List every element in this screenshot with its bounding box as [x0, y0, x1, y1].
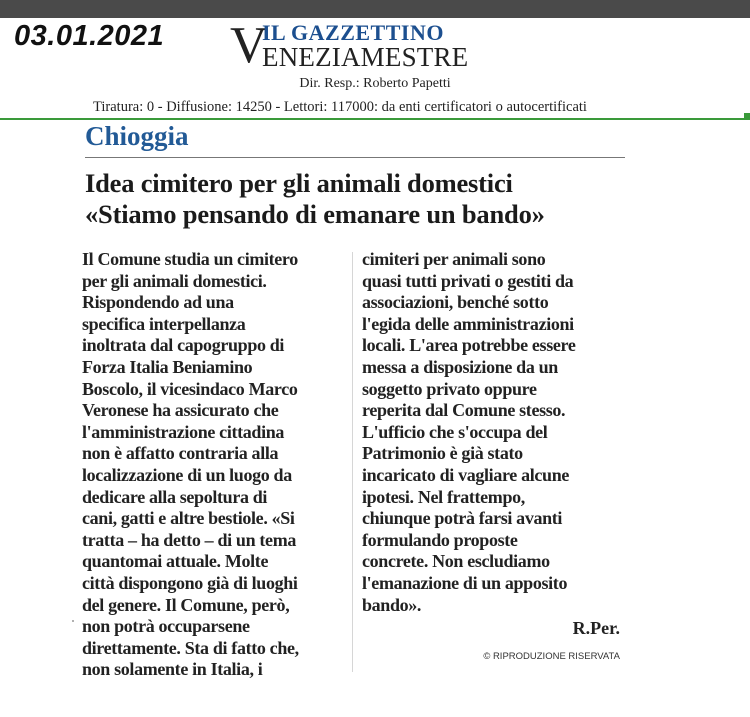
text-line: l'emanazione di un apposito — [362, 572, 568, 593]
text-line: non è affatto contraria alla — [82, 443, 279, 464]
text-line: non solamente in Italia, i — [82, 659, 263, 680]
copyright-notice: © RIPRODUZIONE RISERVATA — [483, 651, 620, 662]
masthead-edition: ENEZIAMESTRE — [262, 42, 469, 72]
text-line: per gli animali domestici. — [82, 270, 267, 291]
text-line: l'amministrazione cittadina — [82, 421, 285, 442]
text-line: soggetto privato oppure — [362, 378, 537, 399]
author-signature: R.Per. — [572, 618, 620, 638]
text-line: non potrà occuparsene — [82, 616, 250, 637]
newspaper-masthead — [230, 18, 510, 74]
text-line: cani, gatti e altre bestiole. «Si — [82, 508, 295, 529]
corner-mark — [744, 113, 750, 119]
article-column-right — [362, 249, 628, 616]
text-line: quantomai attuale. Molte — [82, 551, 269, 572]
text-line: formulando proposte — [362, 529, 518, 550]
text-line: incaricato di vagliare alcune — [362, 464, 569, 485]
text-line: messa a disposizione da un — [362, 356, 558, 377]
text-line: specifica interpellanza — [82, 313, 246, 334]
text-line: direttamente. Sta di fatto che, — [82, 637, 299, 658]
header-divider — [0, 118, 750, 120]
article-headline — [85, 168, 645, 230]
section-rule — [85, 157, 625, 158]
text-line: dedicare alla sepoltura di — [82, 486, 268, 507]
text-line: del genere. Il Comune, però, — [82, 594, 290, 615]
text-line: reperita dal Comune stesso. — [362, 400, 566, 421]
text-line: inoltrata dal capogruppo di — [82, 335, 285, 356]
headline-line: Idea cimitero per gli animali domestici — [85, 168, 513, 198]
text-line: Il Comune studia un cimitero — [82, 249, 298, 269]
print-speck — [72, 620, 74, 622]
text-line: Patrimonio è già stato — [362, 443, 523, 464]
text-line: bando». — [362, 594, 422, 615]
text-line: localizzazione di un luogo da — [82, 464, 292, 485]
text-line: Forza Italia Beniamino — [82, 356, 253, 377]
text-line: Rispondendo ad una — [82, 292, 234, 313]
circulation-line: Tiratura: 0 - Diffusione: 14250 - Lettori: 117000: da enti certificatori o autocertificati — [93, 99, 587, 115]
text-line: città dispongono già di luoghi — [82, 572, 298, 593]
masthead-title: IL GAZZETTINO — [262, 20, 444, 45]
top-bar — [0, 0, 750, 18]
clipping-date: 03.01.2021 — [14, 20, 165, 52]
text-line: L'ufficio che s'occupa del — [362, 421, 548, 442]
column-divider — [352, 252, 353, 672]
section-title: Chioggia — [85, 121, 189, 151]
text-line: locali. L'area potrebbe essere — [362, 335, 576, 356]
text-line: associazioni, benché sotto — [362, 292, 549, 313]
text-line: quasi tutti privati o gestiti da — [362, 270, 574, 291]
text-line: Boscolo, il vicesindaco Marco — [82, 378, 298, 399]
text-line: chiunque potrà farsi avanti — [362, 508, 563, 529]
headline-line: «Stiamo pensando di emanare un bando» — [85, 199, 545, 229]
text-line: concrete. Non escludiamo — [362, 551, 550, 572]
text-line: l'egida delle amministrazioni — [362, 313, 574, 334]
masthead-letter-v: V — [230, 17, 268, 74]
text-line: cimiteri per animali sono — [362, 249, 546, 269]
text-line: ipotesi. Nel frattempo, — [362, 486, 525, 507]
text-line: tratta – ha detto – di un tema — [82, 529, 296, 550]
director-line: Dir. Resp.: Roberto Papetti — [299, 76, 451, 91]
text-line: Veronese ha assicurato che — [82, 400, 279, 421]
article-column-left — [82, 249, 350, 681]
